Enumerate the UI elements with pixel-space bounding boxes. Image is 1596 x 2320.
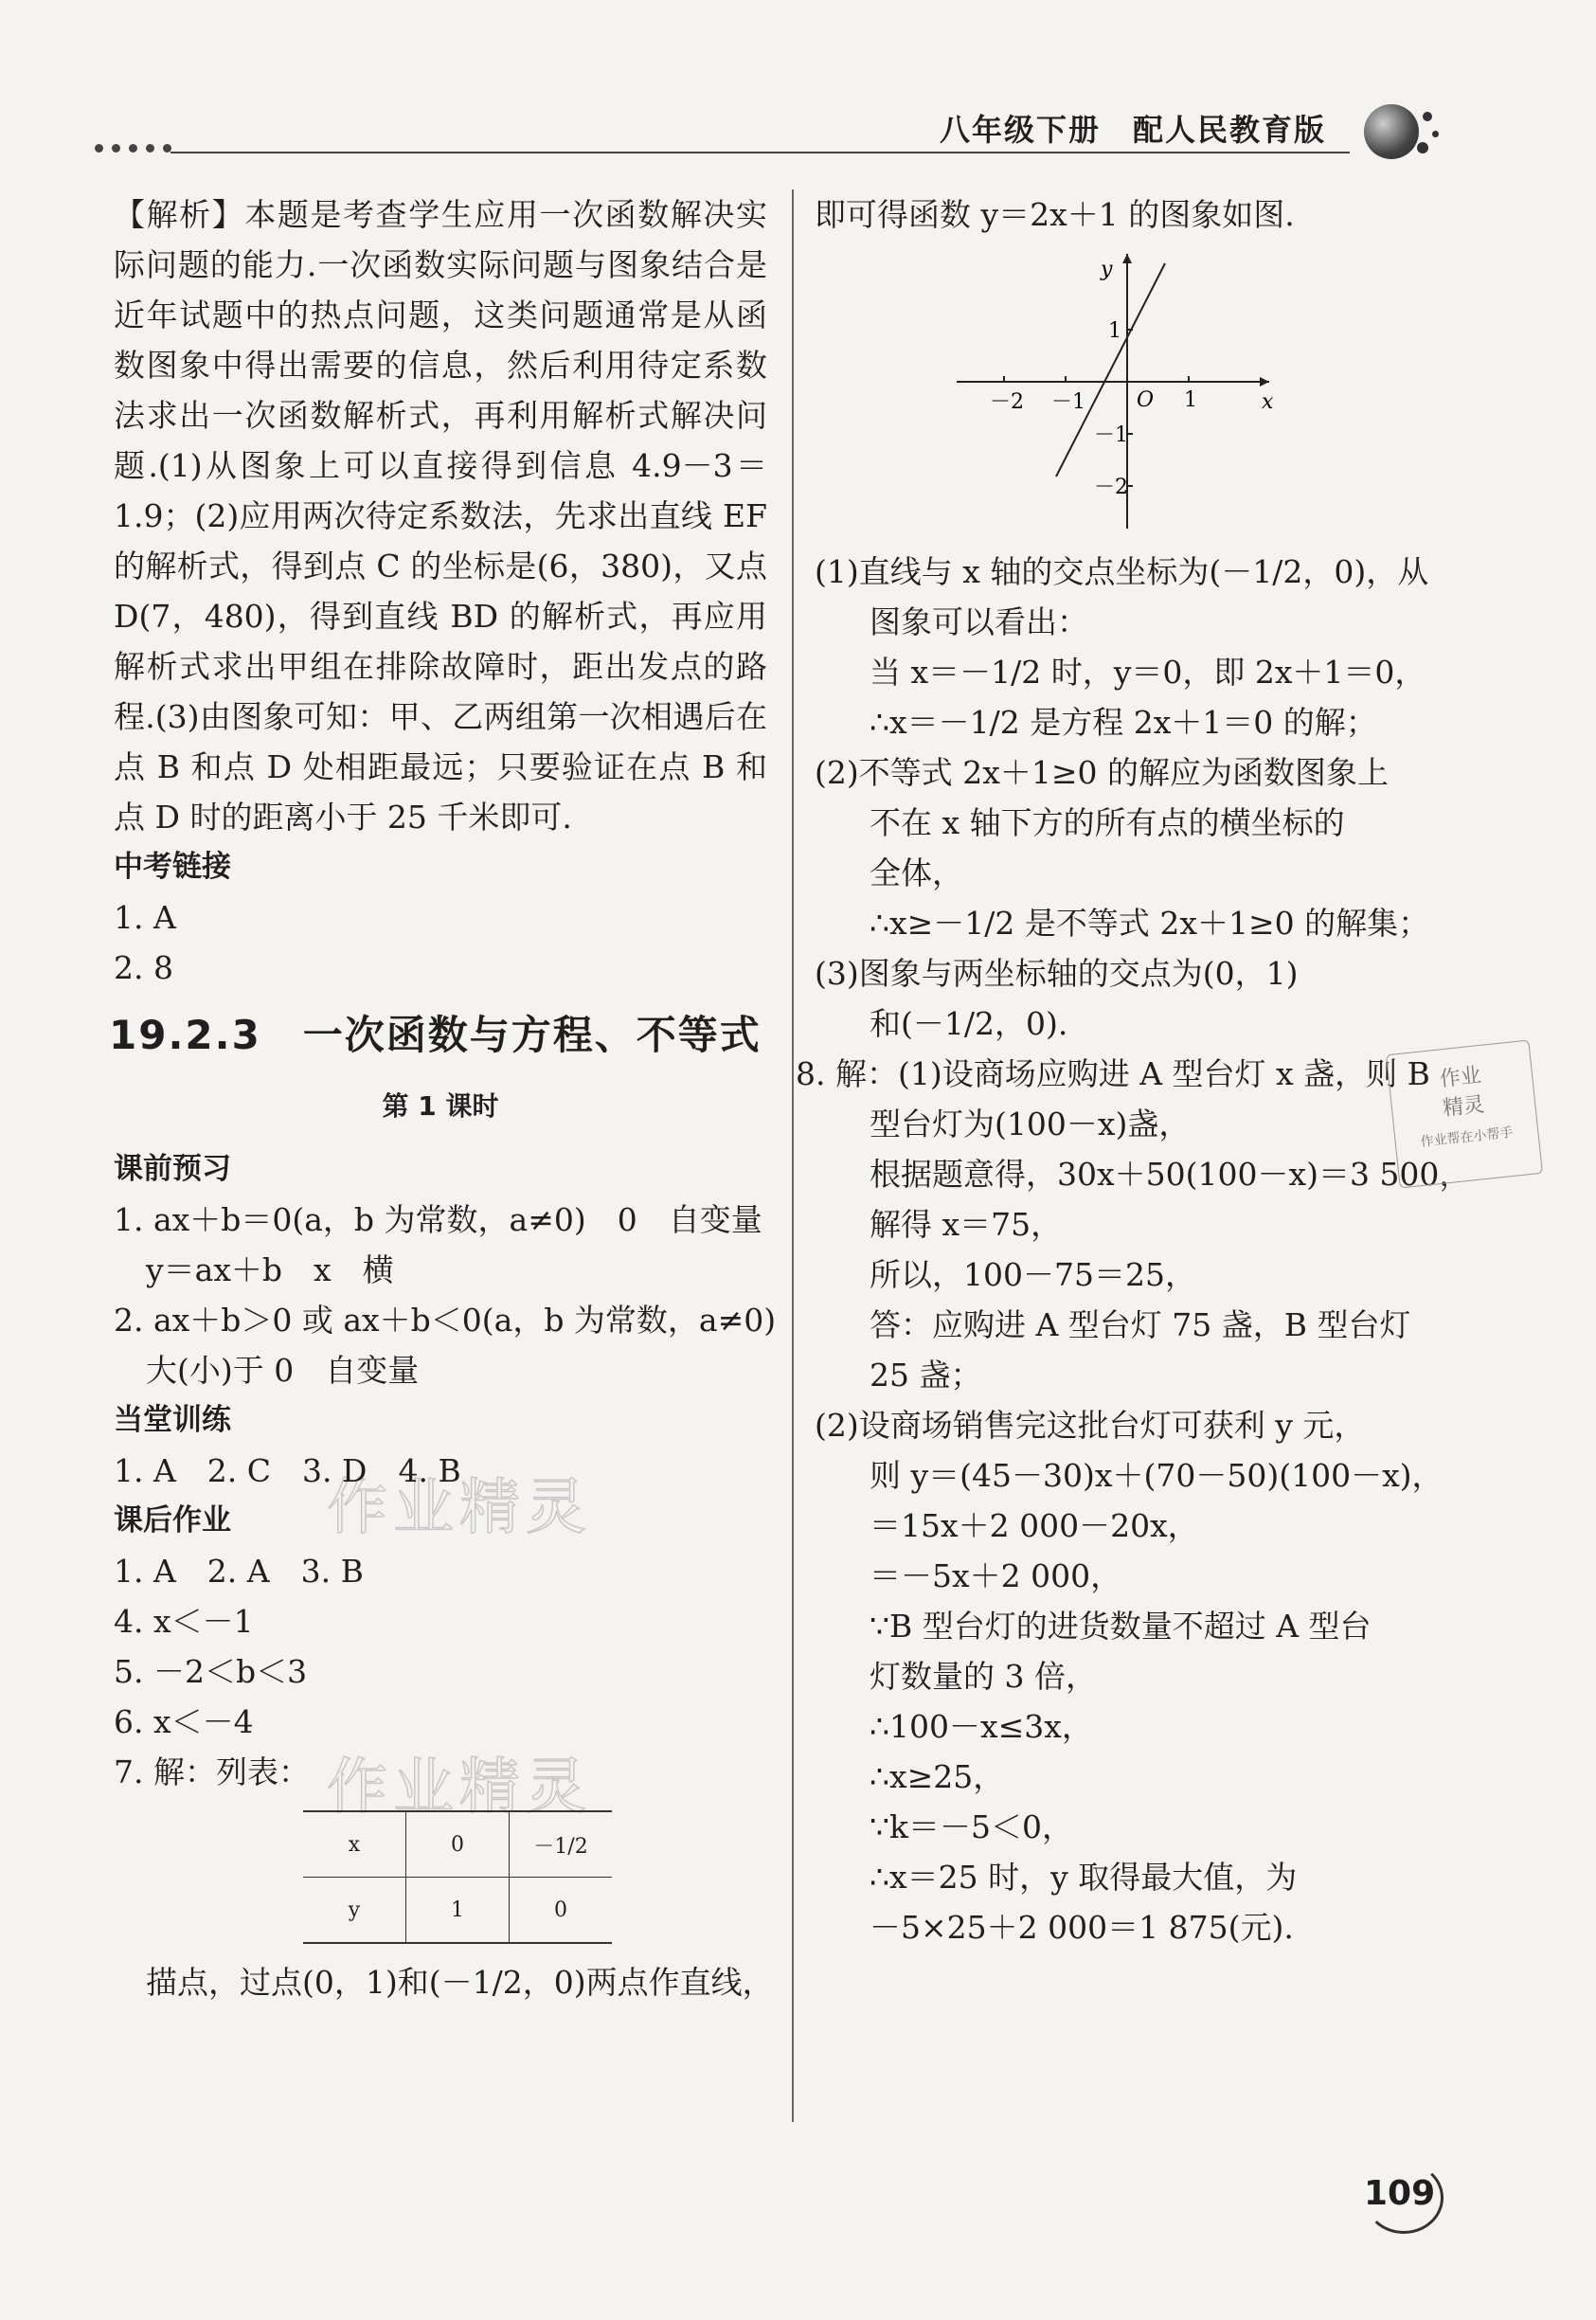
section-heading-preview: 课前预习 [114, 1152, 231, 1186]
header-dot-icon [1417, 142, 1428, 153]
table-cell: 0 [510, 1878, 613, 1944]
answer-line: 则 y＝(45－30)x＋(70－50)(100－x)， [870, 1457, 1444, 1494]
answer-line: 8. 解：(1)设商场应购进 A 型台灯 x 盏，则 B [796, 1055, 1430, 1092]
answer-line: (1)直线与 x 轴的交点坐标为(－1/2，0)，从 [815, 553, 1429, 590]
answer-line: 1. A 2. A 3. B [114, 1553, 364, 1590]
answer-line: 解得 x＝75， [870, 1206, 1063, 1243]
answer-line: ∵B 型台灯的进货数量不超过 A 型台 [870, 1608, 1372, 1645]
table-cell: －1/2 [510, 1811, 613, 1878]
left-column [109, 189, 777, 2007]
answer-line: (2)设商场销售完这批台灯可获利 y 元， [815, 1407, 1366, 1444]
answer-line: ∴x＝25 时，y 取得最大值，为 [870, 1859, 1298, 1896]
answer-line: 2. 8 [114, 949, 173, 986]
function-graph [957, 249, 1279, 533]
answer-line: 1. A 2. C 3. D 4. B [114, 1452, 461, 1489]
header-title: 八年级下册 配人民教育版 [939, 112, 1326, 148]
section-heading-homework: 课后作业 [114, 1503, 231, 1538]
value-table [303, 1810, 612, 1944]
header-dot-icon [1432, 131, 1439, 137]
header-ball-icon [1364, 104, 1419, 159]
stamp-text: 作业帮在小帮手 [1420, 1124, 1515, 1150]
answer-line: 灯数量的 3 倍， [870, 1658, 1097, 1695]
answer-line: －5×25＋2 000＝1 875(元). [870, 1909, 1294, 1946]
answer-line: 25 盏； [870, 1357, 982, 1394]
answer-line: 2. ax＋b＞0 或 ax＋b＜0(a，b 为常数，a≠0) [114, 1302, 777, 1339]
graph-y-label: y [1101, 258, 1113, 281]
table-cell: 0 [406, 1811, 510, 1878]
watermark: 作业精灵 [327, 1473, 592, 1543]
answer-line: ＝15x＋2 000－20x， [870, 1507, 1199, 1544]
column-divider [792, 189, 794, 2122]
stamp-logo [1386, 1039, 1543, 1188]
answer-line: 当 x＝－1/2 时，y＝0，即 2x＋1＝0， [870, 654, 1426, 691]
answer-line: 描点，过点(0，1)和(－1/2，0)两点作直线， [146, 1964, 774, 2001]
graph-xtick-label: 1 [1184, 388, 1197, 412]
section-title: 19.2.3 一次函数与方程、不等式 [109, 1012, 762, 1058]
answer-line: 大(小)于 0 自变量 [146, 1352, 420, 1389]
page-number: 109 [1364, 2174, 1436, 2213]
answer-line: ∴100－x≤3x， [870, 1708, 1093, 1745]
answer-line: 答：应购进 A 型台灯 75 盏，B 型台灯 [870, 1306, 1411, 1343]
answer-line: 7. 解：列表： [114, 1753, 310, 1790]
graph-ytick-label: －2 [1094, 476, 1128, 499]
answer-line: 4. x＜－1 [114, 1603, 254, 1640]
answer-line: ∵k＝－5＜0， [870, 1808, 1073, 1845]
answer-line: 不在 x 轴下方的所有点的横坐标的 [870, 804, 1345, 841]
stamp-text: 作业 [1438, 1063, 1483, 1092]
lesson-title: 第 1 课时 [382, 1090, 499, 1122]
stamp-text: 精灵 [1442, 1092, 1486, 1122]
table-cell: x [303, 1811, 406, 1878]
answer-line: 5. －2＜b＜3 [114, 1653, 308, 1690]
answer-line: 1. ax＋b＝0(a，b 为常数，a≠0) 0 自变量 [114, 1201, 762, 1238]
analysis-paragraph: 【解析】本题是考查学生应用一次函数解决实际问题的能力.一次函数实际问题与图象结合是近年试题中的热点问题，这类问题通常是从函数图象中得出需要的信息，然后利用待定系数法求出一次函数解析式，再利用解析式解决问题.(1)从图象上可以直接得到信息 4.9－3＝1.9；(2)应用两次待定系数法，先求出直线 EF 的解析式，得到点 C 的坐标是(6，380)，又点 D(7，480)，得到直线 BD 的解析式，再应用解析式求出甲组在排除故障时，距出发点的路程.(3)由图象可知：甲、乙两组第一次相遇后在点 B 和点 D 处相距最远；只要验证在点 B 和点 D 时的距离小于 25 千米即可. [114, 196, 767, 836]
answer-line: 全体， [870, 854, 963, 891]
answer-line: ∴x≥25， [870, 1758, 1005, 1795]
answer-line: ∴x≥－1/2 是不等式 2x＋1≥0 的解集； [870, 905, 1430, 942]
answer-line: ＝－5x＋2 000， [870, 1557, 1122, 1594]
graph-ytick-label: －1 [1094, 423, 1128, 447]
header-dots [95, 144, 171, 153]
answer-line: 和(－1/2，0). [870, 1005, 1068, 1042]
table-cell: y [303, 1878, 406, 1944]
answer-line: (3)图象与两坐标轴的交点为(0，1) [815, 955, 1299, 992]
section-heading-zhongkao: 中考链接 [114, 850, 231, 884]
answer-line: 根据题意得，30x＋50(100－x)＝3 500， [870, 1156, 1471, 1193]
header-rule [170, 152, 1350, 153]
watermark: 作业精灵 [327, 1753, 592, 1823]
graph-origin-label: O [1137, 388, 1155, 412]
section-heading-practice: 当堂训练 [114, 1403, 231, 1437]
graph-xtick-label: －1 [1051, 390, 1085, 414]
answer-line: (2)不等式 2x＋1≥0 的解应为函数图象上 [815, 754, 1389, 791]
table-cell: 1 [406, 1878, 510, 1944]
answer-line: 图象可以看出： [870, 603, 1088, 640]
answer-line: ∴x＝－1/2 是方程 2x＋1＝0 的解； [870, 704, 1377, 741]
answer-line: 1. A [114, 899, 176, 936]
graph-x-label: x [1262, 390, 1274, 414]
answer-line: 即可得函数 y＝2x＋1 的图象如图. [815, 196, 1295, 233]
answer-line: 所以，100－75＝25， [870, 1256, 1196, 1293]
header-dot-icon [1423, 112, 1432, 121]
graph-xtick-label: －2 [990, 390, 1024, 414]
answer-line: 6. x＜－4 [114, 1703, 254, 1740]
answer-line: y＝ax＋b x 横 [146, 1251, 394, 1288]
answer-line: 型台灯为(100－x)盏， [870, 1106, 1191, 1142]
graph-ytick-label: 1 [1108, 319, 1121, 343]
